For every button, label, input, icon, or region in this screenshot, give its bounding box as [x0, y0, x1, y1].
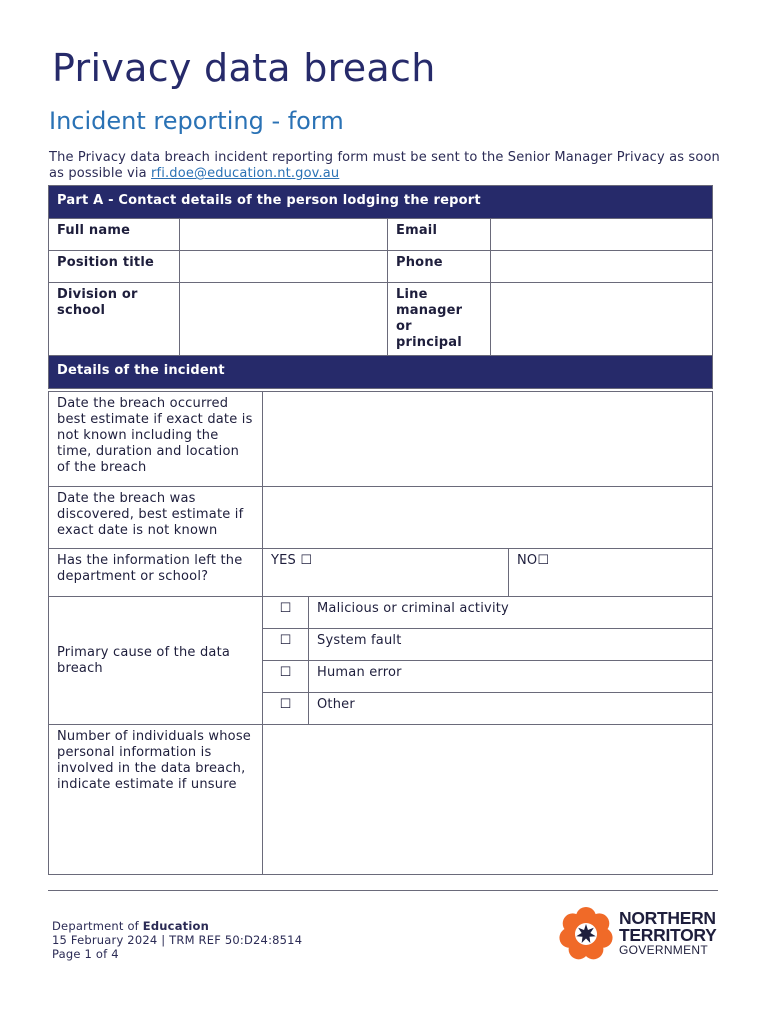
cause-label-system-fault: System fault: [309, 629, 713, 661]
cause-checkbox-malicious[interactable]: ☐: [263, 597, 309, 629]
cause-label-human-error: Human error: [309, 661, 713, 693]
cause-label-other: Other: [309, 693, 713, 725]
primary-cause-label: Primary cause of the data breach: [49, 597, 263, 725]
cause-checkbox-system-fault[interactable]: ☐: [263, 629, 309, 661]
date-discovered-label: Date the breach was discovered, best estimate if exact date is not known: [49, 487, 263, 549]
individuals-note: indicate estimate if unsure: [57, 777, 237, 792]
no-checkbox[interactable]: NO☐: [509, 549, 713, 597]
date-occurred-label: Date the breach occurred best estimate if exact date is not known including the time, duration and location of the breach: [49, 392, 263, 487]
full-name-label: Full name: [49, 219, 180, 251]
cause-label-malicious: Malicious or criminal activity: [309, 597, 713, 629]
part-a-header: Part A - Contact details of the person lodging the report: [49, 186, 713, 219]
email-field[interactable]: [491, 219, 713, 251]
cause-checkbox-other[interactable]: ☐: [263, 693, 309, 725]
full-name-field[interactable]: [180, 219, 388, 251]
logo-line-territory: TERRITORY: [619, 925, 717, 945]
intro-text: [49, 150, 729, 182]
logo-line-government: GOVERNMENT: [619, 943, 709, 957]
individuals-text: Number of individuals whose personal information is involved in the data breach,: [57, 729, 252, 776]
incident-header: Details of the incident: [49, 356, 713, 389]
email-label: Email: [388, 219, 491, 251]
cause-checkbox-human-error[interactable]: ☐: [263, 661, 309, 693]
individuals-label: [49, 725, 263, 875]
date-occurred-field[interactable]: [263, 392, 713, 487]
footer: [52, 919, 302, 961]
line-manager-label: Line manager or principal: [388, 283, 491, 356]
footer-date-ref: 15 February 2024 | TRM REF 50:D24:8514: [52, 933, 303, 947]
footer-department: [52, 919, 302, 933]
date-discovered-field[interactable]: [263, 487, 713, 549]
left-department-label: Has the information left the department or school?: [49, 549, 263, 597]
footer-dept-name: Education: [142, 919, 209, 933]
position-title-label: Position title: [49, 251, 180, 283]
individuals-field[interactable]: [263, 725, 713, 875]
line-manager-field[interactable]: [491, 283, 713, 356]
incident-details-table: [48, 391, 713, 875]
division-field[interactable]: [180, 283, 388, 356]
division-label: Division or school: [49, 283, 180, 356]
phone-label: Phone: [388, 251, 491, 283]
yes-checkbox[interactable]: YES ☐: [263, 549, 509, 597]
phone-field[interactable]: [491, 251, 713, 283]
logo-line-northern: NORTHERN: [619, 908, 716, 928]
page-title: Privacy data breach: [52, 46, 436, 90]
footer-divider: [48, 890, 718, 891]
email-link[interactable]: rfi.doe@education.nt.gov.au: [151, 166, 340, 181]
position-title-field[interactable]: [180, 251, 388, 283]
footer-dept-prefix: Department of: [52, 919, 143, 933]
page-subtitle: Incident reporting - form: [49, 107, 344, 135]
logo-wordmark: [619, 910, 729, 957]
contact-details-table: [48, 185, 713, 389]
intro-sentence: The Privacy data breach incident reporting form must be sent to the Senior Manager Privacy as soon as possible via: [49, 150, 720, 181]
footer-page-number: Page 1 of 4: [52, 947, 119, 961]
